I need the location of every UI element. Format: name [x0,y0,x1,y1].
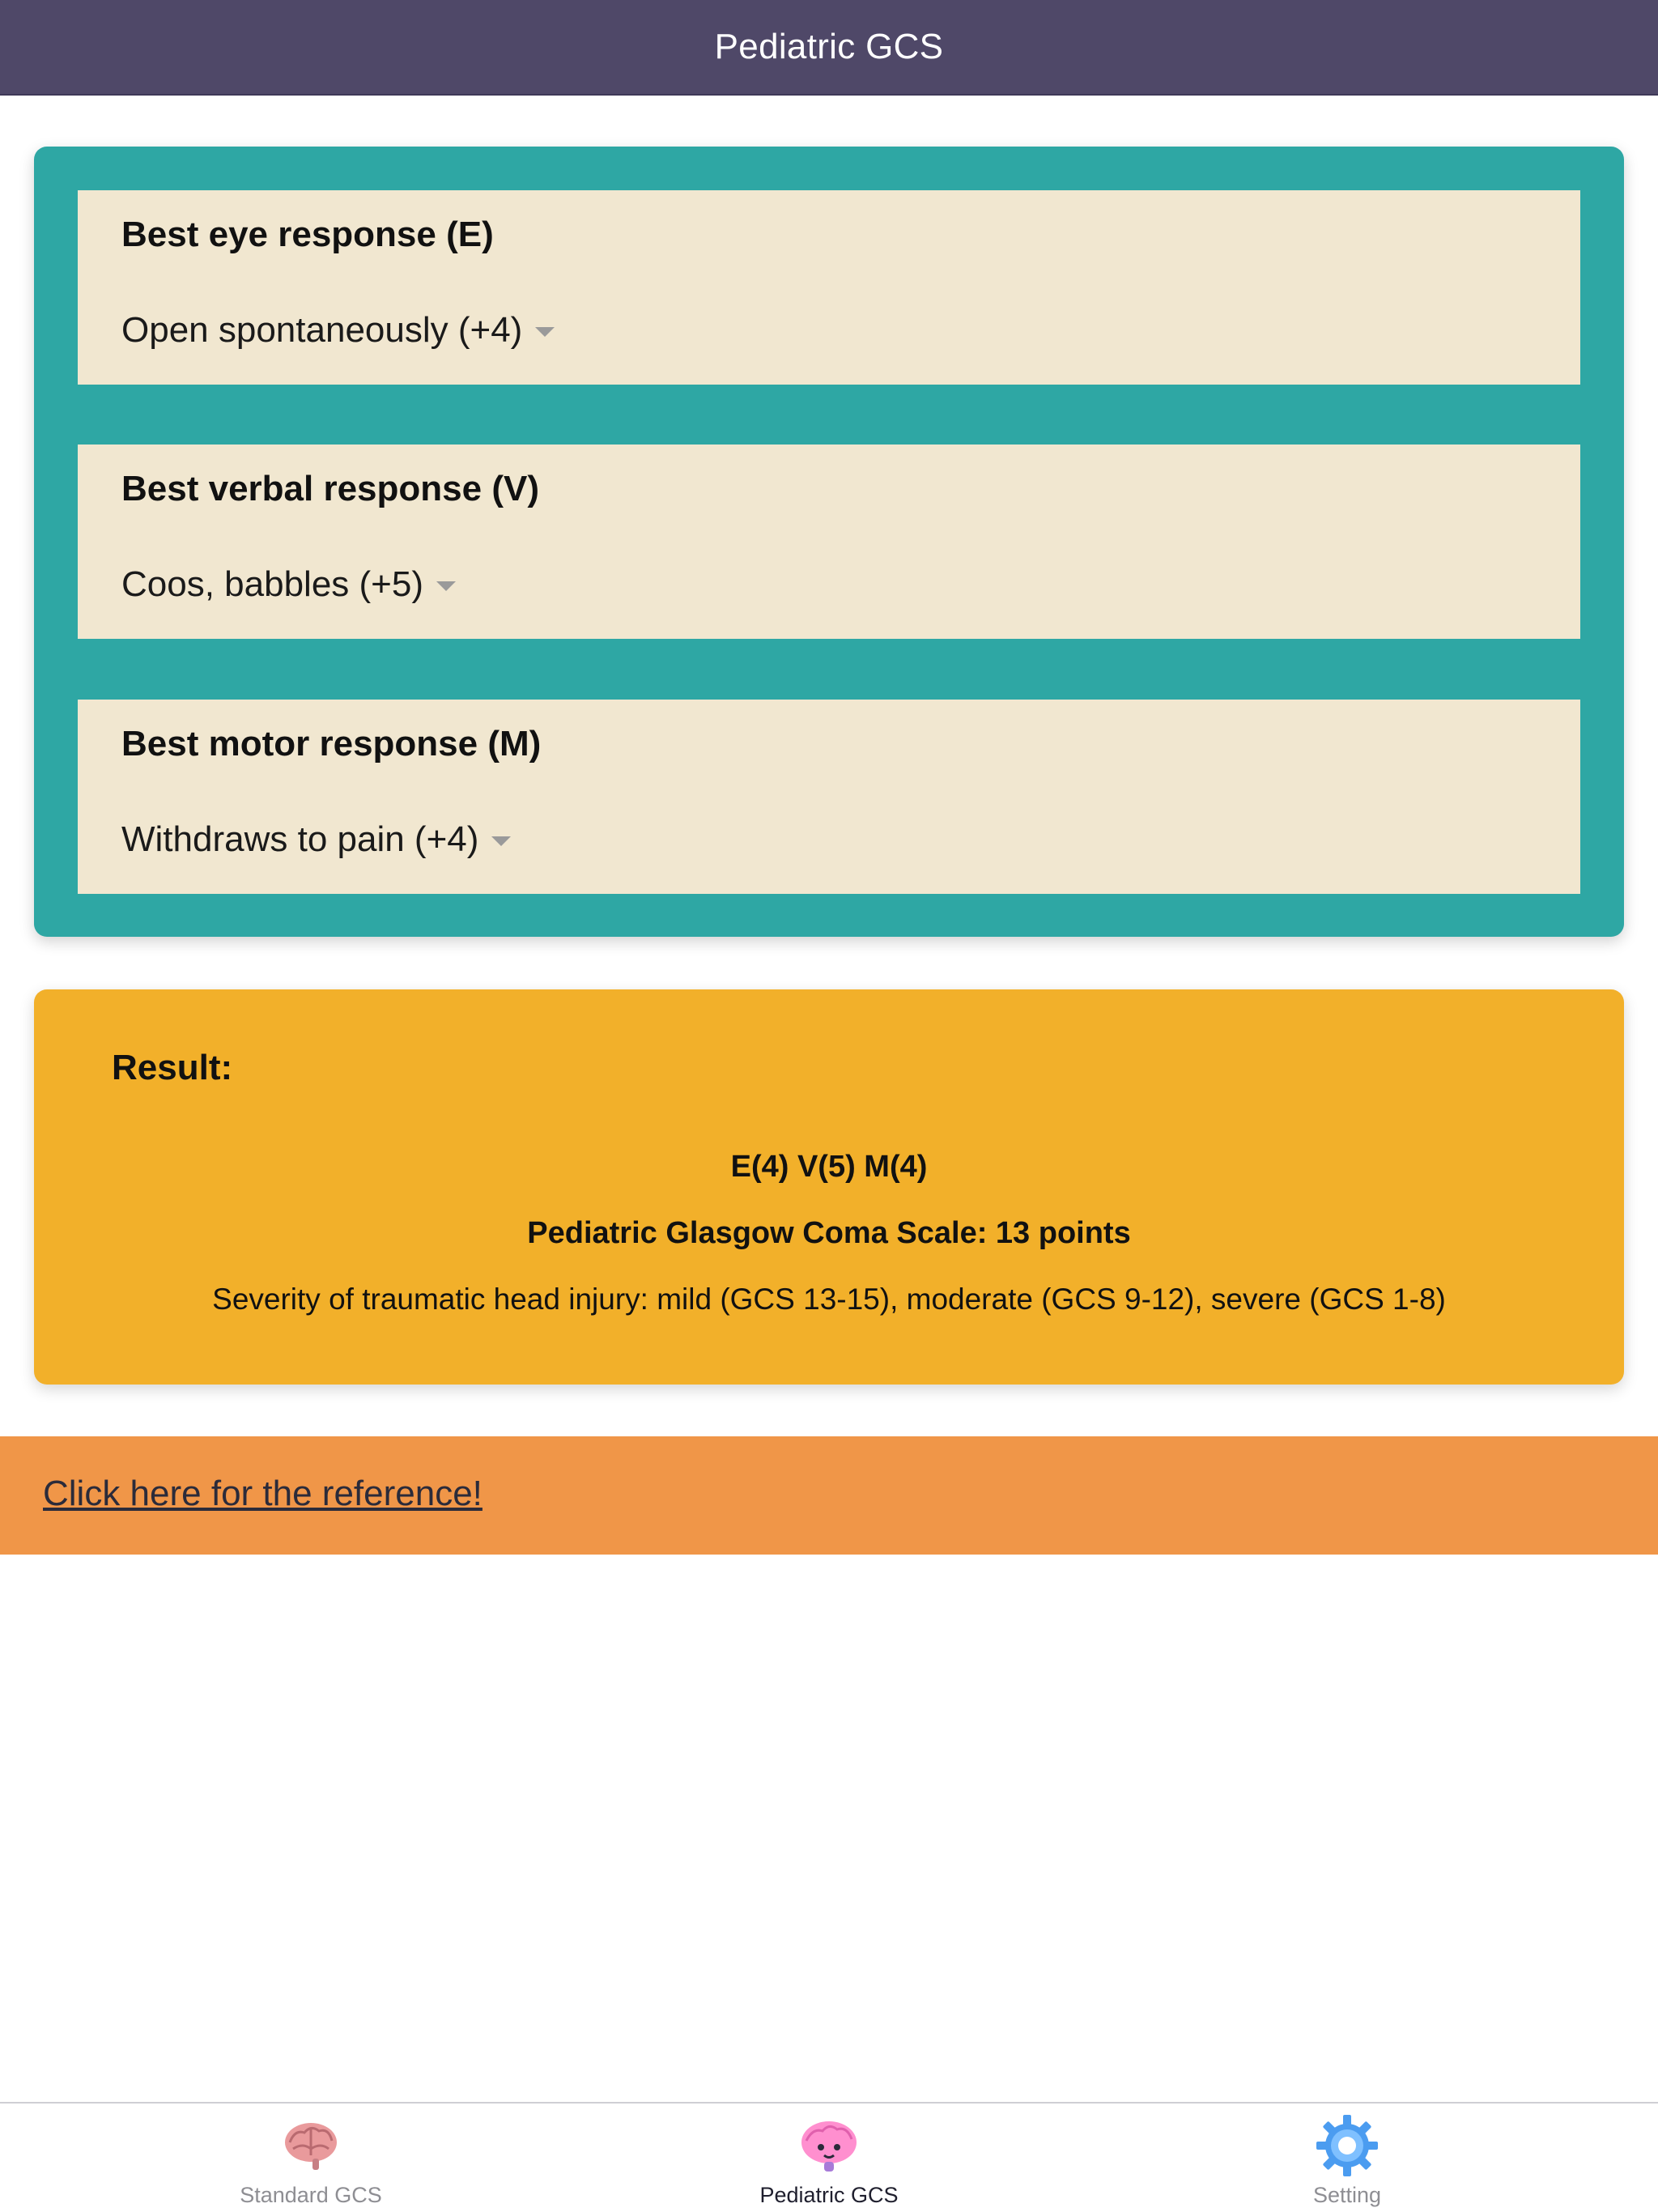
brain-icon [278,2113,343,2178]
motor-response-select[interactable] [121,819,511,860]
tab-setting[interactable] [1209,2104,1485,2212]
result-codes: E(4) V(5) M(4) [730,1150,928,1184]
nav-header [0,0,1658,96]
tab-setting-label: Setting [1312,2183,1382,2207]
motor-response-section [78,700,1580,894]
eye-response-select[interactable] [121,310,555,351]
result-card [34,989,1624,1385]
tab-bar [0,2102,1658,2212]
tab-pediatric-gcs[interactable] [691,2104,967,2212]
pink-brain-icon [797,2113,861,2178]
motor-response-label: Best motor response (M) [121,724,542,764]
verbal-response-section [78,445,1580,639]
severity-note: Severity of traumatic head injury: mild (GCS 13-15), moderate (GCS 9-12), severe (GCS 1-8) [212,1283,1446,1316]
verbal-response-select[interactable] [121,564,456,605]
page-title: Pediatric GCS [714,27,944,66]
chevron-down-icon [491,836,511,846]
eye-response-value: Open spontaneously (+4) [121,310,523,350]
tab-standard-gcs-label: Standard GCS [240,2183,382,2207]
tab-pediatric-gcs-label: Pediatric GCS [759,2183,899,2207]
reference-link[interactable]: Click here for the reference! [43,1474,483,1513]
result-score: Pediatric Glasgow Coma Scale: 13 points [527,1216,1131,1250]
eye-response-label: Best eye response (E) [121,215,494,254]
verbal-response-value: Coos, babbles (+5) [121,564,423,604]
eye-response-section [78,190,1580,385]
verbal-response-label: Best verbal response (V) [121,469,539,508]
motor-response-value: Withdraws to pain (+4) [121,819,479,859]
gcs-form-card [34,147,1624,937]
gear-icon [1315,2113,1380,2178]
result-title: Result: [112,1048,233,1087]
chevron-down-icon [436,581,456,591]
reference-banner [0,1436,1658,1555]
chevron-down-icon [535,327,555,337]
tab-standard-gcs[interactable] [173,2104,449,2212]
